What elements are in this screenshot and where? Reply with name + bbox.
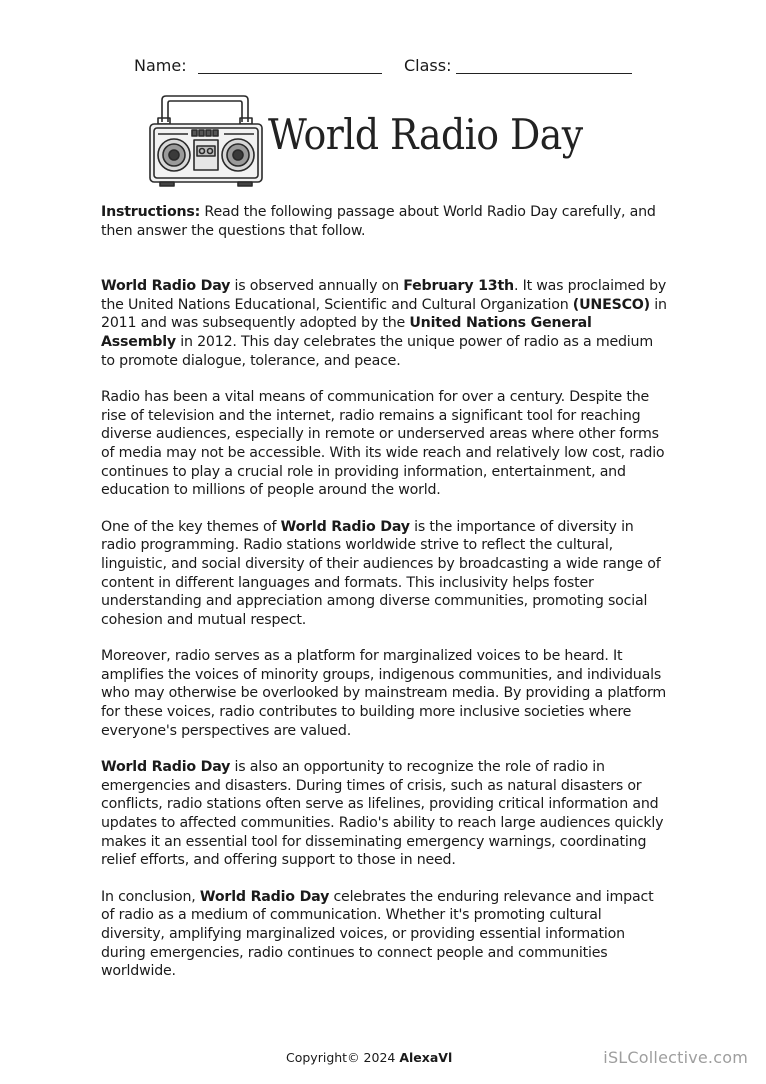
paragraph-text: celebrates the enduring relevance and impact of radio as a medium of communication. Whether it's promoting cultural diversity, amplifying marginalized voices, or providing essential information during emergencies, radio continues to connect people and communities worldwide. bbox=[101, 888, 654, 980]
author-name: AlexaVl bbox=[399, 1050, 453, 1065]
paragraph-text: is also an opportunity to recognize the role of radio in emergencies and disasters. During times of crisis, such as natural disasters or conflicts, radio stations often serve as lifelines, providing critical information and updates to affected communities. Radio's ability to reach large audiences quickly makes it an essential tool for disseminating emergency warnings, coordinating relief efforts, and offering support to those in need. bbox=[101, 759, 664, 869]
footer bbox=[0, 1050, 766, 1070]
bold-term: United Nations General Assembly bbox=[101, 315, 592, 350]
passage-paragraph-4: Moreover, radio serves as a platform for marginalized voices to be heard. It amplifies the voices of minority groups, indigenous communities, and individuals who may otherwise be overlooked by mainstream media. By providing a platform for these voices, radio contributes to building more inclusive societies where everyone's perspectives are valued. bbox=[101, 648, 667, 739]
paragraph-text: In conclusion, bbox=[101, 888, 200, 905]
passage-paragraph-5 bbox=[101, 758, 669, 870]
instructions-text: Read the following passage about World Radio Day carefully, and then answer the questions that follow. bbox=[101, 204, 656, 239]
watermark: iSLCollective.com bbox=[603, 1048, 748, 1067]
worksheet-content bbox=[101, 203, 669, 999]
name-blank-line bbox=[198, 73, 382, 74]
bold-term: World Radio Day bbox=[199, 888, 330, 905]
passage-paragraph-6 bbox=[101, 888, 669, 981]
paragraph-text: is observed annually on bbox=[230, 278, 404, 295]
bold-term: World Radio Day bbox=[280, 518, 410, 535]
paragraph-text: in 2012. This day celebrates the unique power of radio as a medium to promote dialogue, tolerance, and peace. bbox=[101, 333, 653, 369]
bold-term: World Radio Day bbox=[101, 759, 231, 776]
passage-paragraph-2: Radio has been a vital means of communication for over a century. Despite the rise of television and the internet, radio remains a significant tool for reaching diverse audiences, especially in remote or underserved areas where other forms of media may not be accessible. With its wide reach and relatively low cost, radio continues to play a crucial role in providing information, entertainment, and education to millions of people around the world. bbox=[101, 389, 665, 499]
instructions bbox=[101, 203, 669, 240]
paragraph-text: . It was proclaimed by the United Nations Educational, Scientific and Cultural Organization bbox=[101, 278, 667, 313]
passage-paragraph-1 bbox=[101, 277, 669, 370]
name-label: Name: bbox=[134, 56, 187, 75]
page-title: World Radio Day bbox=[268, 110, 583, 159]
paragraph-text: One of the key themes of bbox=[101, 518, 281, 535]
paragraph-text: in 2011 and was subsequently adopted by the bbox=[101, 296, 667, 332]
copyright-prefix: Copyright© 2024 bbox=[286, 1050, 400, 1065]
class-label: Class: bbox=[404, 56, 452, 75]
class-blank-line bbox=[456, 73, 632, 74]
passage-paragraph-3 bbox=[101, 518, 669, 630]
paragraph-text: is the importance of diversity in radio programming. Radio stations worldwide strive to reflect the cultural, linguistic, and social diversity of their audiences by broadcasting a wide range of content in different languages and formats. This inclusivity helps foster understanding and appreciation among diverse communities, promoting social cohesion and mutual respect. bbox=[101, 518, 661, 628]
bold-term: World Radio Day bbox=[101, 278, 231, 295]
bold-term: (UNESCO) bbox=[572, 296, 650, 313]
bold-term: February 13th bbox=[403, 278, 514, 295]
copyright-notice bbox=[286, 1050, 452, 1065]
instructions-label: Instructions: bbox=[101, 204, 201, 220]
radio-cassette-icon bbox=[144, 92, 268, 188]
name-class-row bbox=[134, 56, 634, 80]
